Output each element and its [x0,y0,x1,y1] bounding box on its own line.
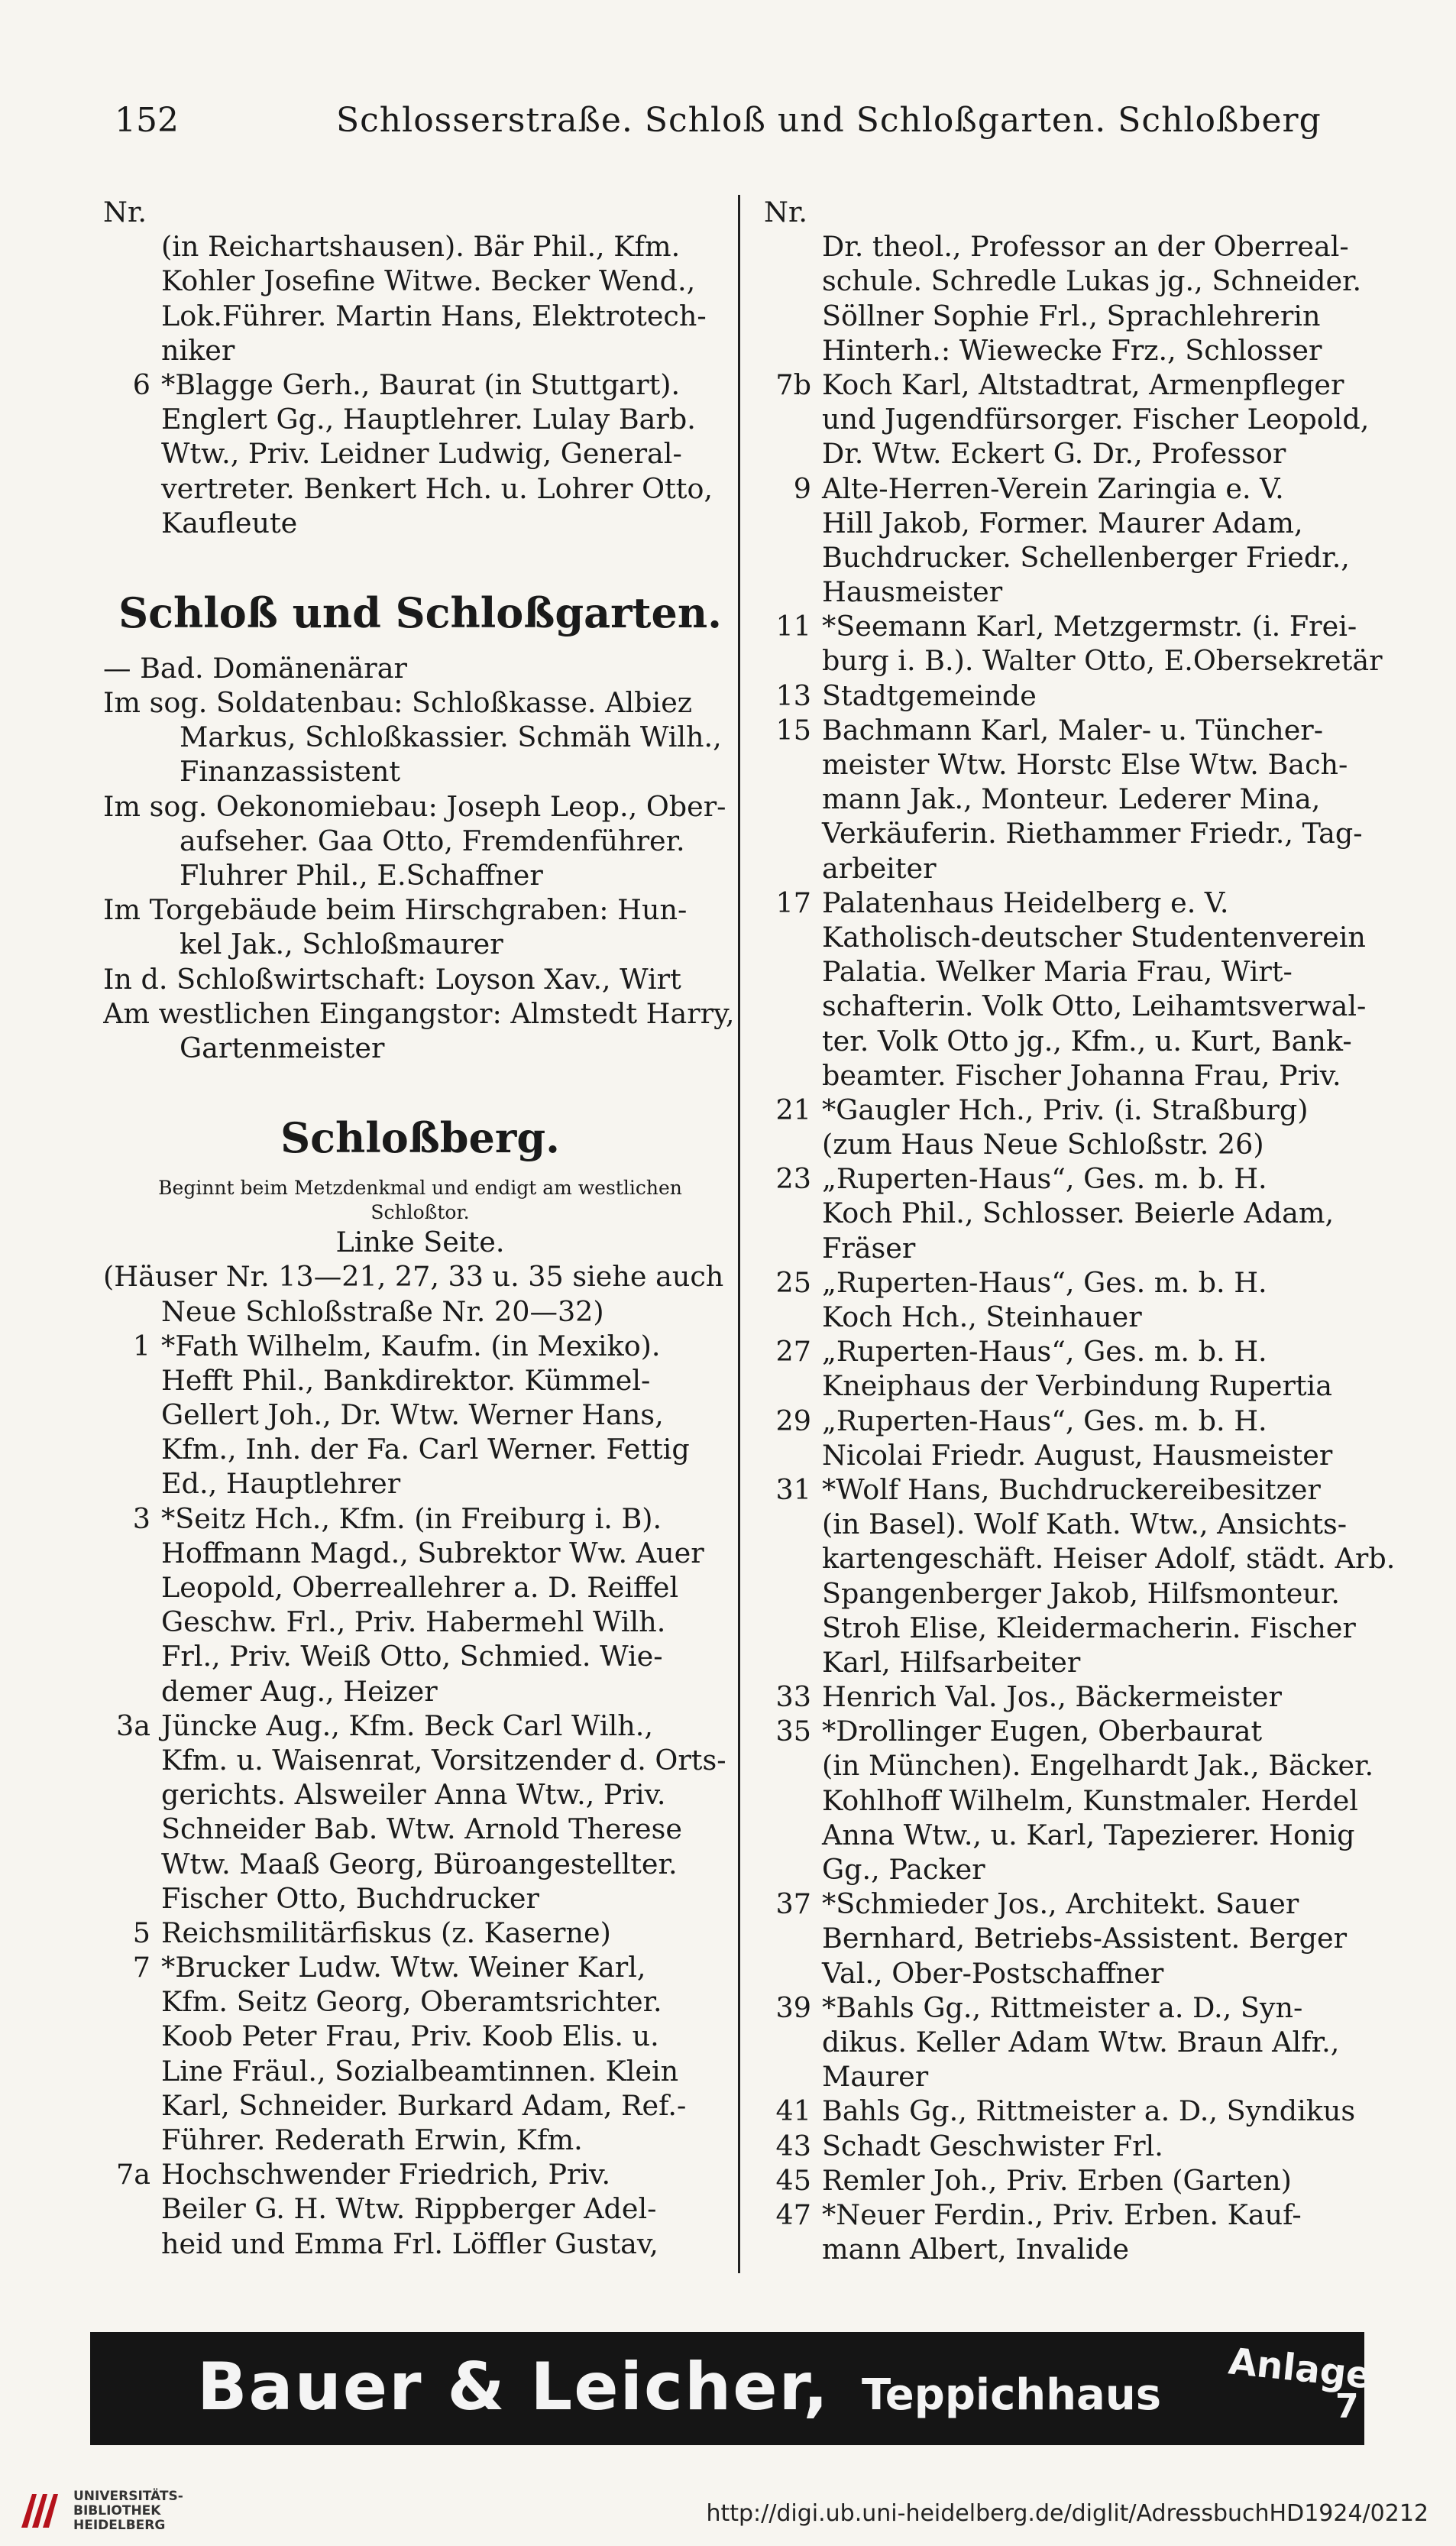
directory-line [103,1881,737,1916]
entry-text: Kfm., Inh. der Fa. Carl Werner. Fettig [161,1433,690,1466]
entry-text: Dr. Wtw. Eckert G. Dr., Professor [822,437,1286,471]
entry-text: Hill Jakob, Former. Maurer Adam, [822,506,1303,539]
entry-text: *Neuer Ferdin., Priv. Erben. Kauf- [822,2198,1302,2231]
page-number: 152 [115,101,179,140]
entry-text: Beginnt beim Metzdenkmal und endigt am westlichen [158,1177,682,1200]
entry-text: Schloßtor. [370,1201,470,1224]
directory-line [764,368,1398,402]
entry-text: Koob Peter Frau, Priv. Koob Elis. u. [161,2020,659,2053]
directory-line [764,2232,1398,2266]
entry-text: „Ruperten-Haus“, Ges. m. b. H. [822,1162,1267,1196]
entry-text: Wtw. Maaß Georg, Büroangestellter. [161,1847,678,1880]
entry-text: meister Wtw. Horstc Else Wtw. Bach- [822,748,1348,781]
entry-text: (in Basel). Wolf Kath. Wtw., Ansichts- [822,1508,1348,1541]
entry-text: *Wolf Hans, Buchdruckereibesitzer [822,1472,1321,1506]
entry-text: „Ruperten-Haus“, Ges. m. b. H. [822,1335,1267,1369]
directory-line [103,1329,737,1363]
entry-text: Kaufleute [161,506,298,539]
entry-text: *Seitz Hch., Kfm. (in Freiburg i. B). [161,1501,662,1535]
directory-line [103,1950,737,1984]
directory-line [103,996,737,1031]
entry-text: Nr. [764,196,807,228]
directory-line [103,368,737,402]
entry-text: Buchdrucker. Schellenberger Friedr., [822,540,1350,574]
advertisement-banner [90,2332,1373,2445]
house-number: 23 [775,1162,811,1196]
right-column [764,195,1398,2266]
entry-text: (Häuser Nr. 13—21, 27, 33 u. 35 siehe auch [103,1260,724,1294]
directory-line [764,1472,1398,1507]
spacer [103,540,737,575]
entry-text: Val., Ober-Postschaffner [822,1956,1164,1990]
directory-line [103,1432,737,1466]
directory-line [764,2163,1398,2198]
entry-text: niker [161,333,235,367]
entry-text: Schneider Bab. Wtw. Arnold Therese [161,1812,682,1846]
entry-text: Lok.Führer. Martin Hans, Elektrotech- [161,299,707,332]
entry-text: Stadtgemeinde [822,679,1037,712]
entry-text: *Schmieder Jos., Architekt. Sauer [822,1887,1299,1921]
entry-text: Line Fräul., Sozialbeamtinnen. Klein [161,2054,679,2088]
directory-line [764,816,1398,850]
entry-text: Hefft Phil., Bankdirektor. Kümmel- [161,1363,651,1397]
ad-sub-text: Teppichhaus [862,2370,1162,2420]
entry-text: Fräser [822,1231,916,1265]
entry-text: Geschw. Frl., Priv. Habermehl Wilh. [161,1605,666,1639]
directory-line [764,1161,1398,1196]
directory-line [103,1398,737,1432]
directory-line [764,506,1398,540]
entry-text: Kfm. u. Waisenrat, Vorsitzender d. Orts- [161,1743,726,1777]
entry-text: Karl, Schneider. Burkard Adam, Ref.- [161,2088,687,2122]
directory-line [764,436,1398,471]
directory-line [764,402,1398,436]
entry-text: In d. Schloßwirtschaft: Loyson Xav., Wirt [103,962,681,996]
house-number: 15 [775,713,811,747]
entry-text: und Jugendfürsorger. Fischer Leopold, [822,403,1370,436]
entry-text: *Seemann Karl, Metzgermstr. (i. Frei- [822,610,1357,643]
entry-text: burg i. B.). Walter Otto, E.Obersekretär [822,644,1383,678]
entry-text: Beiler G. H. Wtw. Rippberger Adel- [161,2192,657,2226]
entry-text: ter. Volk Otto jg., Kfm., u. Kurt, Bank- [822,1024,1352,1058]
entry-text: Frl., Priv. Weiß Otto, Schmied. Wie- [161,1640,663,1673]
library-name-line1: UNIVERSITÄTS- [73,2489,183,2504]
entry-text: „Ruperten-Haus“, Ges. m. b. H. [822,1404,1267,1437]
directory-line [764,1818,1398,1852]
entry-text: Bachmann Karl, Maler- u. Tüncher- [822,713,1324,747]
directory-line [764,471,1398,506]
directory-line [103,2019,737,2053]
directory-line [103,2157,737,2191]
entry-text: Im sog. Oekonomiebau: Joseph Leop., Ober- [103,789,726,823]
directory-line [103,824,737,858]
entry-text: Remler Joh., Priv. Erben (Garten) [822,2163,1292,2197]
directory-line [764,1887,1398,1921]
entry-text: „Ruperten-Haus“, Ges. m. b. H. [822,1265,1267,1299]
directory-line [103,1466,737,1501]
entry-text: Palatenhaus Heidelberg e. V. [822,886,1229,919]
entry-text: Neue Schloßstraße Nr. 20—32) [161,1294,604,1328]
house-number: 7a [116,2158,150,2191]
directory-line [764,747,1398,782]
section-heading [103,1100,737,1176]
directory-line [764,2094,1398,2128]
entry-text: *Fath Wilhelm, Kaufm. (in Mexiko). [161,1329,661,1362]
directory-line [103,1639,737,1673]
running-title: Schlosserstraße. Schloß und Schloßgarten. Schloßberg [336,101,1322,140]
directory-line [103,471,737,506]
entry-text: Markus, Schloßkassier. Schmäh Wilh., [180,721,722,754]
house-number: 11 [775,610,811,643]
directory-line [764,1127,1398,1161]
directory-line [764,1438,1398,1472]
directory-line [764,1645,1398,1680]
entry-text: Katholisch-deutscher Studentenverein [822,920,1366,954]
entry-text: Henrich Val. Jos., Bäckermeister [822,1680,1282,1714]
entry-text: Bahls Gg., Rittmeister a. D., Syndikus [822,2094,1356,2128]
entry-text: Leopold, Oberreallehrer a. D. Reiffel [161,1571,679,1604]
entry-text: Im sog. Soldatenbau: Schloßkasse. Albiez [103,686,693,720]
directory-line [764,851,1398,886]
entry-text: Stroh Elise, Kleidermacherin. Fischer [822,1611,1356,1644]
entry-text: mann Albert, Invalide [822,2233,1129,2266]
directory-line [764,989,1398,1023]
entry-text: Führer. Rederath Erwin, Kfm. [161,2123,583,2156]
directory-line [103,229,737,264]
entry-text: Maurer [822,2060,929,2094]
directory-line [764,1956,1398,1990]
directory-line [103,1200,737,1225]
entry-text: (in Reichartshausen). Bär Phil., Kfm. [161,230,681,264]
directory-line [103,1777,737,1812]
entry-text: beamter. Fischer Johanna Frau, Priv. [822,1058,1341,1092]
directory-line [103,436,737,471]
entry-text: Gartenmeister [180,1031,385,1064]
directory-line [103,333,737,368]
entry-text: demer Aug., Heizer [161,1674,438,1708]
directory-line [103,720,737,754]
directory-line [103,1605,737,1639]
directory-line [764,886,1398,920]
house-number: 17 [775,886,811,919]
entry-text: Hausmeister [822,575,1003,609]
directory-line [103,1501,737,1536]
entry-text: aufseher. Gaa Otto, Fremdenführer. [180,824,685,857]
entry-text: Jüncke Aug., Kfm. Beck Carl Wilh., [161,1709,653,1742]
directory-line [103,1743,737,1777]
directory-line [764,1196,1398,1230]
house-number: 47 [775,2198,811,2231]
house-number: 25 [775,1265,811,1299]
entry-text: Hinterh.: Wiewecke Frz., Schlosser [822,333,1322,367]
directory-line [764,1852,1398,1887]
directory-line [764,1714,1398,1748]
directory-line [103,1984,737,2019]
entry-text: Gg., Packer [822,1853,985,1886]
directory-line [764,1680,1398,1714]
entry-text: Wtw., Priv. Leidner Ludwig, General- [161,437,682,471]
directory-line [103,1031,737,1065]
directory-line [764,713,1398,747]
entry-text: Alte-Herren-Verein Zaringia e. V. [822,471,1284,505]
directory-line [103,2191,737,2226]
house-number: 9 [793,471,811,505]
entry-text: vertreter. Benkert Hch. u. Lohrer Otto, [161,471,713,505]
directory-line [764,1576,1398,1611]
footer [0,2474,1456,2546]
directory-line [764,1611,1398,1645]
entry-text: Dr. theol., Professor an der Oberreal- [822,230,1349,264]
directory-line [103,1363,737,1398]
directory-line [103,892,737,927]
section-heading [103,575,737,651]
entry-text: Karl, Hilfsarbeiter [822,1645,1081,1679]
entry-text: kel Jak., Schloßmaurer [180,928,503,961]
entry-text: Fischer Otto, Buchdrucker [161,1881,539,1915]
directory-line [764,575,1398,609]
entry-text: *Drollinger Eugen, Oberbaurat [822,1715,1263,1748]
directory-line [103,1294,737,1329]
directory-line [764,954,1398,989]
directory-line [764,679,1398,713]
entry-text: Reichsmilitärfiskus (z. Kaserne) [161,1916,611,1949]
directory-line [764,920,1398,954]
entry-text: mann Jak., Monteur. Lederer Mina, [822,782,1321,816]
entry-text: Nr. [103,196,147,228]
entry-text: kartengeschäft. Heiser Adolf, städt. Arb. [822,1542,1396,1576]
directory-line [103,1916,737,1950]
entry-text: Palatia. Welker Maria Frau, Wirt- [822,955,1293,989]
entry-text: heid und Emma Frl. Löffler Gustav, [161,2227,658,2260]
entry-text: gerichts. Alsweiler Anna Wtw., Priv. [161,1778,666,1812]
directory-line [764,540,1398,575]
house-number: 31 [775,1472,811,1506]
entry-text: Kneiphaus der Verbindung Rupertia [822,1369,1332,1403]
house-number: 7b [775,368,811,401]
entry-text: (in München). Engelhardt Jak., Bäcker. [822,1749,1374,1783]
directory-line [764,1541,1398,1576]
directory-line [764,643,1398,678]
entry-text: schule. Schredle Lukas jg., Schneider. [822,264,1362,298]
house-number: 6 [132,368,150,401]
entry-text: Schloß und Schloßgarten. [118,588,722,637]
entry-text: (zum Haus Neue Schloßstr. 26) [822,1128,1264,1161]
entry-text: Koch Karl, Altstadtrat, Armenpfleger [822,368,1344,401]
directory-line [103,195,737,229]
ad-main-text: Bauer & Leicher, [197,2349,830,2425]
entry-text: Kohlhoff Wilhelm, Kunstmaler. Herdel [822,1783,1358,1817]
entry-text: Schloßberg. [280,1113,560,1163]
ad-anlage-text: Anlage [1226,2340,1373,2398]
house-number: 1 [132,1329,150,1362]
library-name [73,2489,183,2533]
entry-text: Bernhard, Betriebs-Assistent. Berger [822,1922,1348,1955]
directory-line [764,264,1398,298]
entry-text: Gellert Joh., Dr. Wtw. Werner Hans, [161,1398,664,1432]
directory-line [764,1921,1398,1955]
ad-anlage-number: 7 [1335,2387,1359,2426]
house-number: 39 [775,1990,811,2024]
directory-line [764,1093,1398,1127]
directory-line [764,609,1398,643]
house-number: 33 [775,1680,811,1714]
house-number: 41 [775,2094,811,2128]
directory-line [764,1748,1398,1783]
directory-line [764,2198,1398,2232]
directory-line [103,1847,737,1881]
entry-text: Am westlichen Eingangstor: Almstedt Harry, [103,996,735,1030]
directory-line [103,651,737,685]
directory-line [764,1334,1398,1369]
directory-line [764,333,1398,368]
house-number: 21 [775,1093,811,1126]
house-number: 35 [775,1715,811,1748]
house-number: 45 [775,2163,811,2197]
entry-text: Hoffmann Magd., Subrektor Ww. Auer [161,1536,704,1569]
directory-line [103,2088,737,2123]
directory-line [764,782,1398,816]
entry-text: Linke Seite. [335,1226,505,1259]
entry-text: — Bad. Domänenärar [103,651,407,685]
house-number: 43 [775,2129,811,2162]
house-number: 37 [775,1887,811,1921]
directory-line [103,1812,737,1846]
entry-text: Koch Hch., Steinhauer [822,1301,1142,1333]
directory-line [764,1404,1398,1438]
directory-line [103,1225,737,1259]
entry-text: Anna Wtw., u. Karl, Tapezierer. Honig [822,1818,1355,1851]
entry-text: Im Torgebäude beim Hirschgraben: Hun- [103,893,688,927]
page-header [115,101,1375,154]
house-number: 5 [132,1916,150,1949]
house-number: 3a [116,1709,150,1742]
entry-text: Kfm. Seitz Georg, Oberamtsrichter. [161,1985,662,2019]
directory-line [103,1536,737,1570]
directory-line [103,2227,737,2261]
directory-line [764,2129,1398,2163]
entry-text: Verkäuferin. Riethammer Friedr., Tag- [822,817,1363,850]
directory-line [764,1265,1398,1300]
entry-text: Ed., Hauptlehrer [161,1467,401,1501]
entry-text: Schadt Geschwister Frl. [822,2129,1163,2162]
directory-line [764,229,1398,264]
directory-line [103,2123,737,2157]
spacer [103,1065,737,1100]
house-number: 29 [775,1404,811,1437]
entry-text: schafterin. Volk Otto, Leihamtsverwal- [822,990,1367,1023]
entry-text: Kohler Josefine Witwe. Becker Wend., [161,264,696,298]
directory-line [103,1709,737,1743]
directory-line [764,1990,1398,2025]
directory-line [103,299,737,333]
directory-line [764,2025,1398,2059]
house-number: 3 [132,1501,150,1535]
entry-text: Nicolai Friedr. August, Hausmeister [822,1438,1333,1472]
entry-text: Koch Phil., Schlosser. Beierle Adam, [822,1197,1335,1230]
left-column [103,195,737,2261]
library-name-line2: BIBLIOTHEK [73,2503,161,2518]
directory-line [103,927,737,961]
directory-line [764,1024,1398,1058]
directory-line [764,1507,1398,1541]
entry-text: *Bahls Gg., Rittmeister a. D., Syn- [822,1990,1303,2024]
directory-line [764,1369,1398,1403]
source-url-link[interactable]: http://digi.ub.uni-heidelberg.de/diglit/AdressbuchHD1924/0212 [706,2500,1428,2527]
entry-text: Fluhrer Phil., E.Schaffner [180,859,543,892]
directory-line [103,506,737,540]
directory-line [764,1783,1398,1818]
directory-line [103,264,737,298]
directory-line [103,402,737,436]
directory-line [764,195,1398,229]
entry-text: arbeiter [822,851,937,885]
entry-text: dikus. Keller Adam Wtw. Braun Alfr., [822,2025,1340,2059]
directory-line [103,1259,737,1294]
house-number: 13 [775,679,811,712]
directory-line [103,754,737,789]
library-logo-icon [17,2489,61,2532]
directory-line [764,1058,1398,1093]
column-divider [738,195,740,2273]
directory-line [103,962,737,996]
entry-text: Hochschwender Friedrich, Priv. [161,2158,611,2191]
house-number: 27 [775,1335,811,1369]
entry-text: Söllner Sophie Frl., Sprachlehrerin [822,299,1321,332]
directory-line [103,858,737,892]
directory-line [764,1231,1398,1265]
directory-line [103,1674,737,1709]
directory-line [103,2054,737,2088]
entry-text: *Gaugler Hch., Priv. (i. Straßburg) [822,1093,1309,1126]
directory-line [103,1176,737,1200]
directory-line [103,685,737,720]
library-name-line3: HEIDELBERG [73,2518,166,2533]
entry-text: *Brucker Ludw. Wtw. Weiner Karl, [161,1951,646,1984]
entry-text: Englert Gg., Hauptlehrer. Lulay Barb. [161,403,696,436]
entry-text: Finanzassistent [180,755,401,789]
directory-line [764,1300,1398,1334]
directory-line [764,299,1398,333]
entry-text: *Blagge Gerh., Baurat (in Stuttgart). [161,368,681,401]
directory-line [764,2059,1398,2094]
entry-text: Spangenberger Jakob, Hilfsmonteur. [822,1576,1340,1610]
directory-line [103,1570,737,1605]
directory-line [103,789,737,824]
house-number: 7 [132,1951,150,1984]
